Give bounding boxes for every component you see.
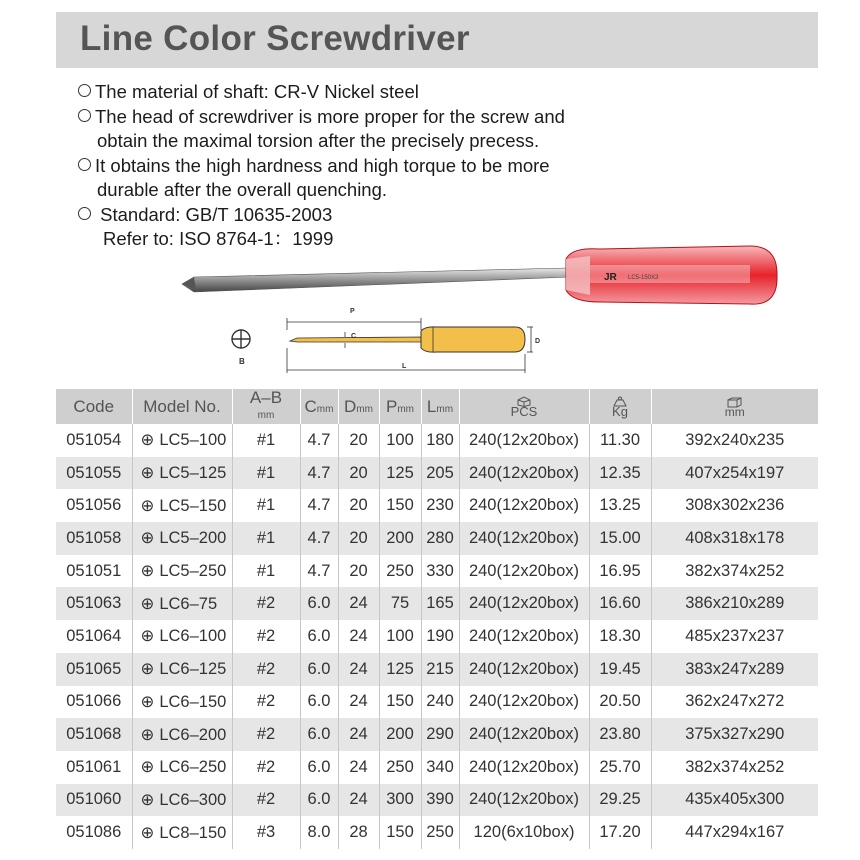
cell-pcs: 240(12x20box) [459,587,589,620]
cell-l: 250 [421,816,459,849]
cell-c: 4.7 [300,489,338,522]
cell-code: 051064 [56,620,132,653]
cell-p: 300 [379,784,421,817]
cell-kg: 16.95 [589,555,651,588]
cell-model: ⊕ LC6–200 [132,718,232,751]
feature-item: Standard: GB/T 10635-2003 [78,203,565,228]
table-row [56,653,818,686]
col-header-kg: Kg [589,389,651,424]
cell-pcs: 240(12x20box) [459,522,589,555]
cell-model: ⊕ LC5–125 [132,457,232,490]
cell-ab: #2 [232,620,300,653]
circle-bullet-icon [78,158,91,171]
title-bar [56,12,818,68]
cell-model: ⊕ LC6–100 [132,620,232,653]
cell-pcs: 120(6x10box) [459,816,589,849]
table-header-row [56,389,818,424]
cell-ab: #1 [232,489,300,522]
cell-d: 20 [338,457,379,490]
cell-size: 382x374x252 [685,757,785,776]
cell-p: 125 [379,457,421,490]
label-d: D [535,338,541,345]
cell-l: 340 [421,751,459,784]
cell-pcs: 240(12x20box) [459,555,589,588]
cell-size: 382x374x252 [685,561,785,580]
brand-logo: JR [604,272,617,283]
cell-c: 6.0 [300,653,338,686]
cell-model: ⊕ LC5–200 [132,522,232,555]
table-row [56,718,818,751]
label-b: B [239,357,245,366]
label-l: L [402,363,407,370]
cell-p: 75 [379,587,421,620]
cell-l: 390 [421,784,459,817]
cell-c: 6.0 [300,751,338,784]
phillips-icon: ⊕ [140,431,155,450]
cell-p: 150 [379,686,421,719]
phillips-icon: ⊕ [140,660,155,679]
cell-d: 20 [338,555,379,588]
cell-kg: 12.35 [589,457,651,490]
cell-code: 051055 [56,457,132,490]
col-header-code: Code [56,389,132,424]
col-header-ab: A–B mm [232,389,300,424]
cell-d: 20 [338,424,379,457]
feature-item-continued: Refer to: ISO 8764-1：1999 [103,228,334,249]
cell-code: 051065 [56,653,132,686]
cell-ab: #2 [232,587,300,620]
cell-d: 20 [338,522,379,555]
cell-ab: #2 [232,784,300,817]
col-header-p: Pmm [379,389,421,424]
phillips-icon: ⊕ [140,790,155,809]
table-row [56,457,818,490]
cell-model: ⊕ LC6–150 [132,686,232,719]
cell-size: 407x254x197 [651,457,818,490]
cell-model: ⊕ LC5–250 [132,555,232,588]
dimension-diagram [225,296,555,376]
cell-code: 051056 [56,489,132,522]
cell-pcs: 240(12x20box) [459,751,589,784]
cell-ab: #1 [232,424,300,457]
cell-c: 6.0 [300,784,338,817]
cell-p: 200 [379,718,421,751]
col-header-model: Model No. [132,389,232,424]
cell-pcs: 240(12x20box) [459,686,589,719]
cell-ab: #3 [232,816,300,849]
cell-model: ⊕ LC5–100 [132,424,232,457]
cell-model: ⊕ LC6–300 [132,784,232,817]
cell-kg: 16.60 [589,587,651,620]
cell-code: 051066 [56,686,132,719]
cell-kg: 11.30 [589,424,651,457]
cell-p: 150 [379,816,421,849]
phillips-icon: ⊕ [140,627,155,646]
table-row [56,587,818,620]
cell-d: 24 [338,587,379,620]
cell-l: 240 [421,686,459,719]
table-row [56,522,818,555]
col-header-pcs: PCS [459,389,589,424]
cell-l: 230 [421,489,459,522]
cell-code: 051086 [56,816,132,849]
cell-model: ⊕ LC6–250 [132,751,232,784]
cell-d: 28 [338,816,379,849]
cell-size: 362x247x272 [685,692,785,711]
col-header-size: mm [651,389,818,424]
phillips-icon: ⊕ [140,823,155,842]
cell-size: 408x318x178 [651,522,818,555]
cell-pcs: 240(12x20box) [459,784,589,817]
cell-l: 180 [421,424,459,457]
cell-pcs: 240(12x20box) [459,718,589,751]
phillips-icon: ⊕ [140,464,155,483]
phillips-icon: ⊕ [140,725,155,744]
cell-l: 280 [421,522,459,555]
cell-code: 051054 [56,424,132,457]
cell-size: 392x240x235 [685,430,785,449]
cell-c: 4.7 [300,424,338,457]
cell-p: 250 [379,555,421,588]
table-row [56,424,818,457]
cell-size: 485x237x237 [685,626,785,645]
feature-item-continued: obtain the maximal torsion after the precisely precess. [97,130,540,151]
label-c: C [351,333,357,340]
cell-kg: 18.30 [589,620,651,653]
table-row [56,620,818,653]
cell-c: 8.0 [300,816,338,849]
cell-code: 051058 [56,522,132,555]
cell-ab: #2 [232,653,300,686]
cell-ab: #1 [232,555,300,588]
col-header-d: Dmm [338,389,379,424]
cell-p: 250 [379,751,421,784]
cell-p: 125 [379,653,421,686]
cell-l: 205 [421,457,459,490]
cell-kg: 19.45 [589,653,651,686]
label-p: P [350,308,355,315]
cell-kg: 13.25 [589,489,651,522]
cell-d: 24 [338,686,379,719]
cell-c: 4.7 [300,522,338,555]
cell-d: 24 [338,620,379,653]
cell-kg: 23.80 [589,718,651,751]
phillips-icon: ⊕ [140,692,155,711]
cell-ab: #2 [232,751,300,784]
feature-item: The head of screwdriver is more proper for the screw and [78,105,565,130]
cell-ab: #1 [232,457,300,490]
table-row [56,555,818,588]
table-row [56,489,818,522]
phillips-icon: ⊕ [140,529,155,548]
cell-code: 051051 [56,555,132,588]
cell-size: 308x302x236 [685,496,785,515]
cell-c: 6.0 [300,587,338,620]
cell-code: 051068 [56,718,132,751]
table-row [56,816,818,849]
feature-item: It obtains the high hardness and high torque to be more [78,154,565,179]
cell-l: 290 [421,718,459,751]
cell-p: 100 [379,424,421,457]
table-row [56,686,818,719]
cell-kg: 25.70 [589,751,651,784]
feature-list [78,80,565,252]
cell-size: 386x210x289 [651,587,818,620]
cell-model: ⊕ LC5–150 [132,489,232,522]
spec-table [56,389,818,849]
cell-size: 435x405x300 [651,784,818,817]
cell-d: 20 [338,489,379,522]
cell-d: 24 [338,653,379,686]
cell-model: ⊕ LC8–150 [132,816,232,849]
cell-d: 24 [338,718,379,751]
cell-pcs: 240(12x20box) [459,620,589,653]
cell-d: 24 [338,784,379,817]
cell-l: 190 [421,620,459,653]
feature-item: The material of shaft: CR-V Nickel steel [78,80,565,105]
phillips-icon: ⊕ [140,758,155,777]
col-header-c: Cmm [300,389,338,424]
cell-code: 051063 [56,587,132,620]
cell-c: 6.0 [300,718,338,751]
circle-bullet-icon [78,84,91,97]
cell-l: 165 [421,587,459,620]
cell-ab: #2 [232,718,300,751]
cell-l: 330 [421,555,459,588]
cell-kg: 29.25 [589,784,651,817]
cell-pcs: 240(12x20box) [459,489,589,522]
table-row [56,751,818,784]
cell-c: 4.7 [300,555,338,588]
cell-model: ⊕ LC6–125 [132,653,232,686]
phillips-icon: ⊕ [140,594,155,613]
page-title: Line Color Screwdriver [80,19,470,58]
cell-p: 150 [379,489,421,522]
cell-l: 215 [421,653,459,686]
cell-p: 100 [379,620,421,653]
cell-ab: #2 [232,686,300,719]
cell-size: 383x247x289 [651,653,818,686]
cell-pcs: 240(12x20box) [459,424,589,457]
cell-code: 051060 [56,784,132,817]
cell-c: 4.7 [300,457,338,490]
cell-code: 051061 [56,751,132,784]
cell-kg: 20.50 [589,686,651,719]
cell-kg: 17.20 [589,816,651,849]
cell-d: 24 [338,751,379,784]
cell-size: 375x327x290 [651,718,818,751]
cell-pcs: 240(12x20box) [459,653,589,686]
table-row [56,784,818,817]
phillips-icon: ⊕ [140,562,155,581]
cell-p: 200 [379,522,421,555]
cell-kg: 15.00 [589,522,651,555]
circle-bullet-icon [78,109,91,122]
cell-ab: #1 [232,522,300,555]
circle-bullet-icon [78,207,91,220]
phillips-icon: ⊕ [140,496,155,515]
cell-c: 6.0 [300,620,338,653]
cell-pcs: 240(12x20box) [459,457,589,490]
feature-item-continued: durable after the overall quenching. [97,179,388,200]
cell-model: ⊕ LC6–75 [132,587,232,620]
phillips-head-icon [232,330,250,348]
col-header-l: Lmm [421,389,459,424]
cell-size: 447x294x167 [685,823,785,842]
cell-c: 6.0 [300,686,338,719]
handle-label: LC5-150X3 [628,275,659,281]
